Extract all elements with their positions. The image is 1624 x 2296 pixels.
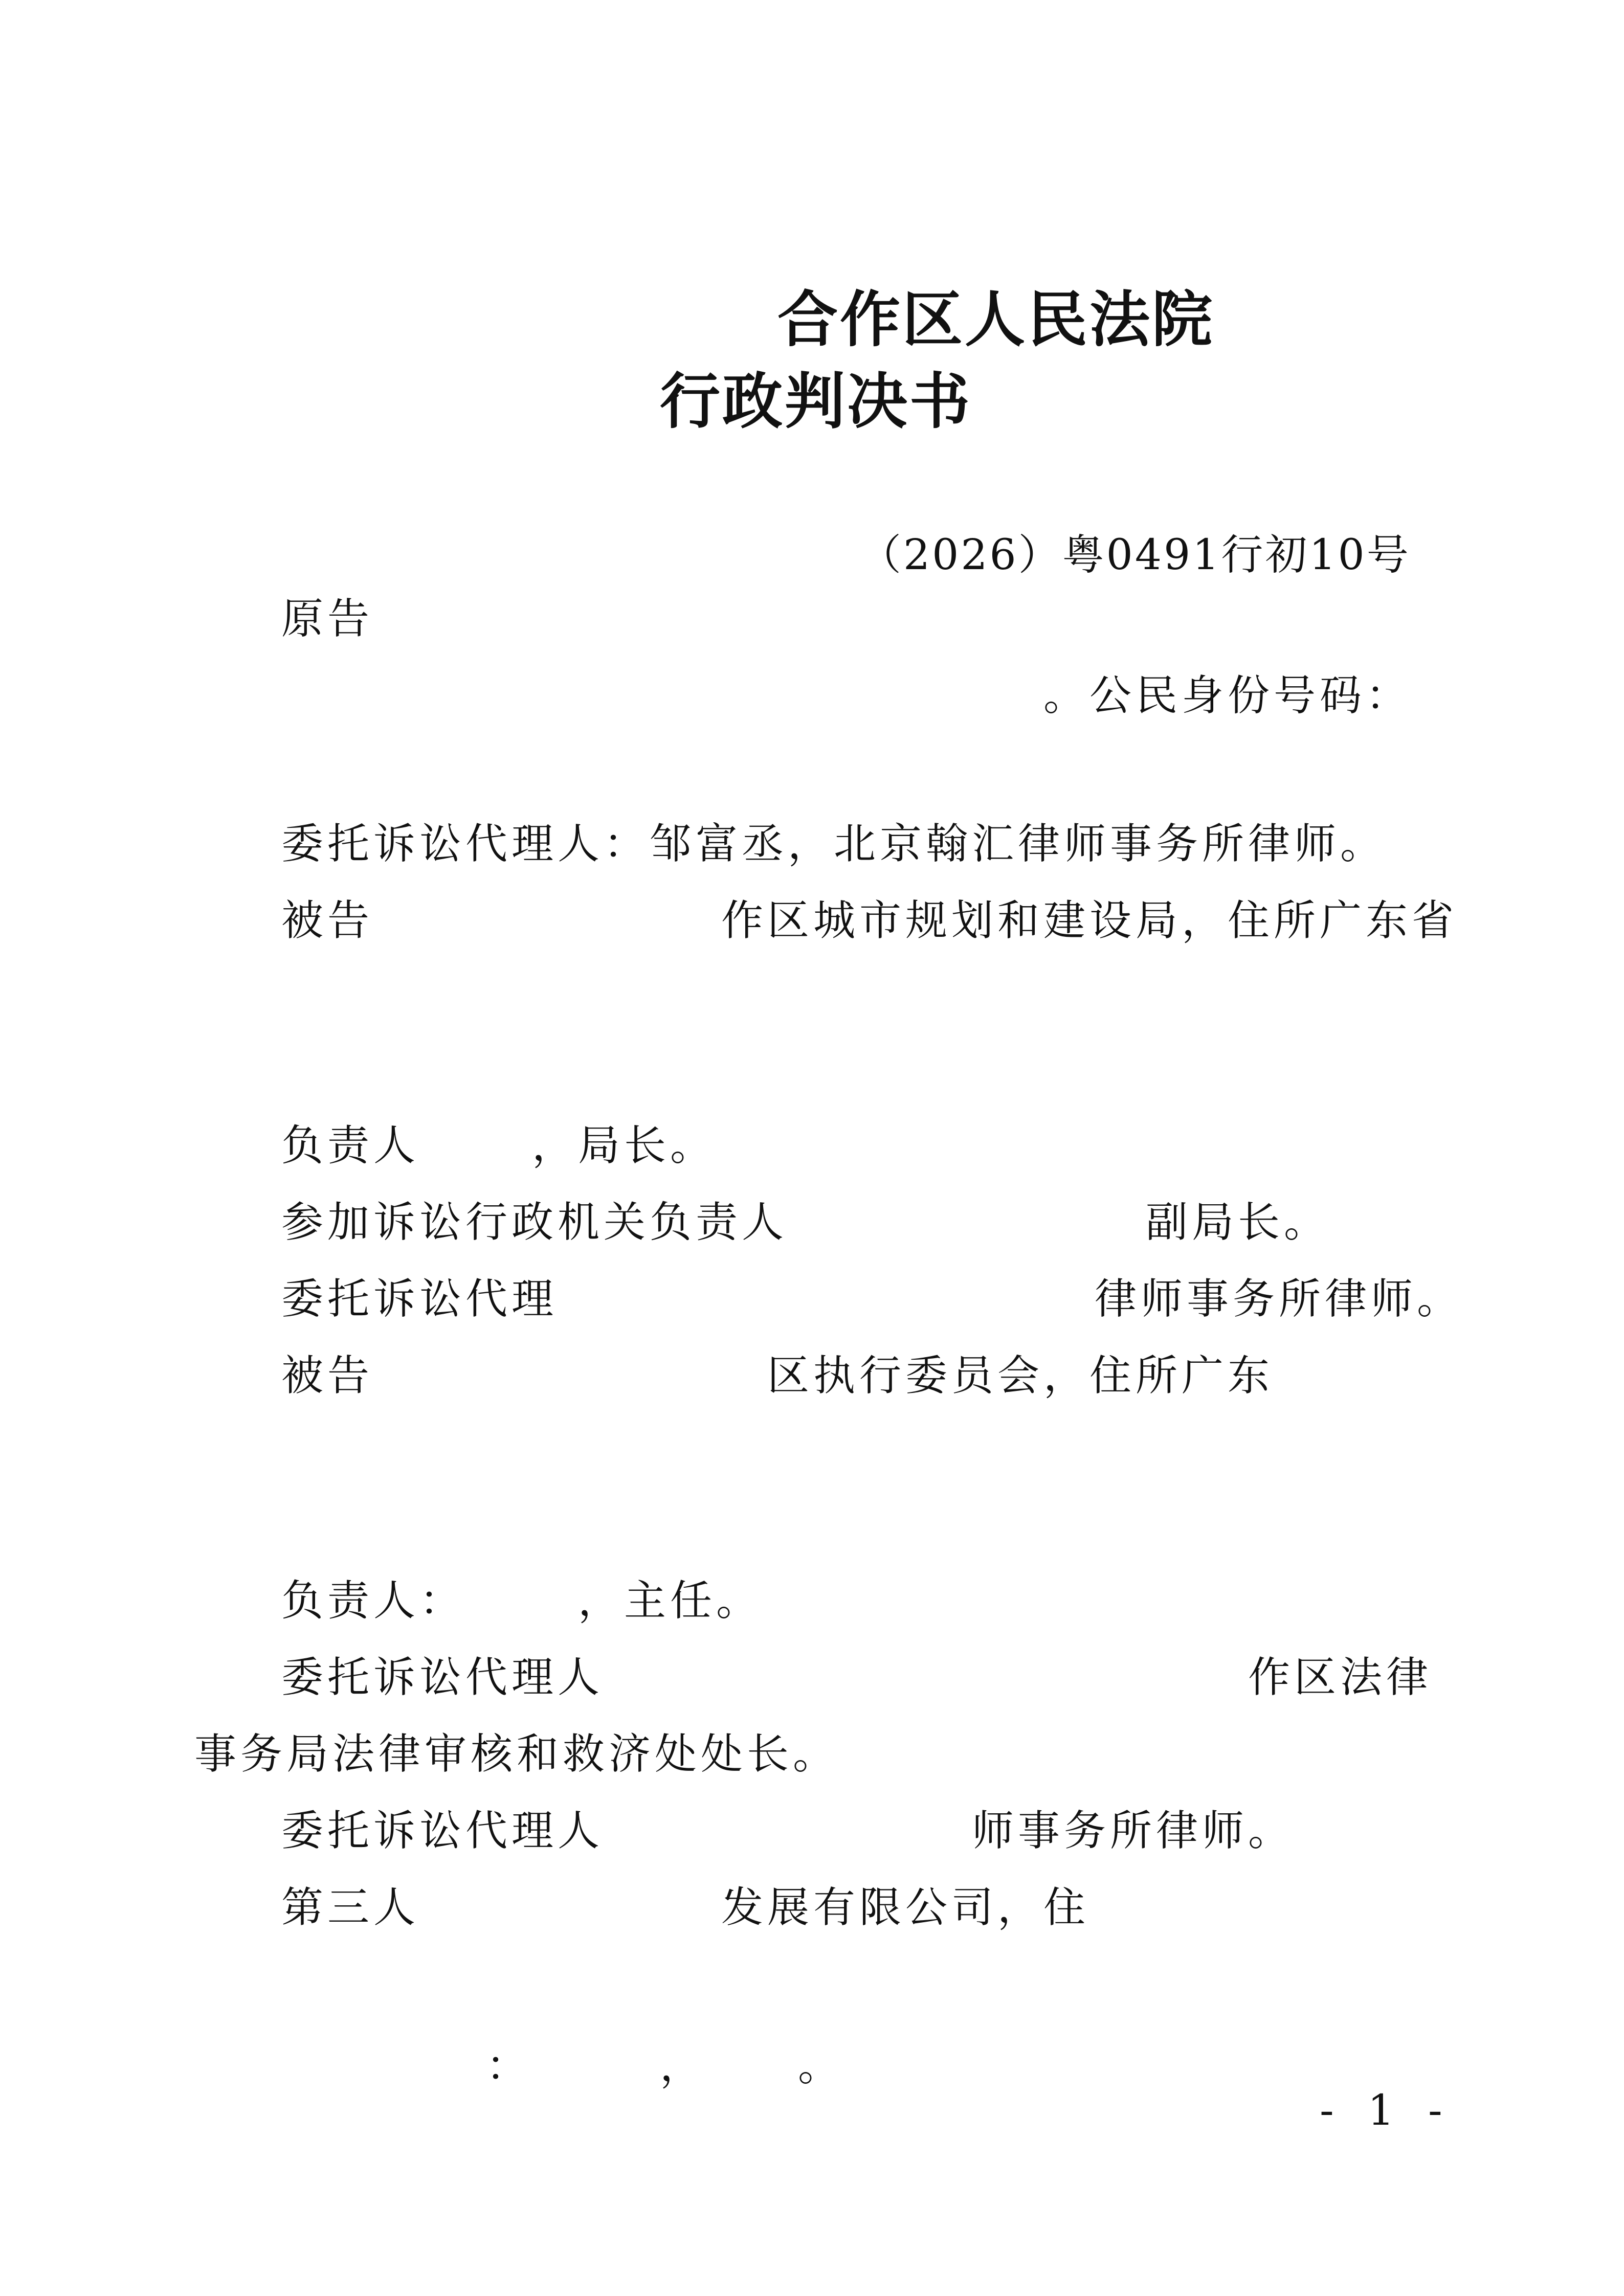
defendant-1-name-address: 作区城市规划和建设局，住所广东省	[721, 896, 1458, 945]
defendant-1-official-title: 副局长。	[1146, 1198, 1330, 1247]
defendant-2-agent-2-label: 委托诉讼代理人	[281, 1807, 604, 1855]
third-party-fragment: ：	[486, 2042, 532, 2090]
plaintiff-id-label: 。公民身份号码：	[1043, 671, 1412, 720]
defendant-1-official-label: 参加诉讼行政机关负责人	[281, 1198, 788, 1247]
defendant-1-agent-firm: 律师事务所律师。	[1095, 1275, 1463, 1323]
third-party-label: 第三人	[281, 1883, 420, 1932]
third-party-name-address: 发展有限公司，住	[721, 1883, 1090, 1932]
plaintiff-agent-line: 委托诉讼代理人：邹富丞，北京翰汇律师事务所律师。	[281, 820, 1387, 868]
page-number: - 1 -	[1320, 2086, 1453, 2135]
defendant-2-agent-2-firm: 师事务所律师。	[972, 1807, 1295, 1855]
case-number: （2026）粤0491行初10号	[859, 531, 1411, 579]
defendant-2-head-title: ，主任。	[578, 1577, 763, 1625]
third-party-fragment: 。	[798, 2042, 844, 2090]
defendant-2-head-label: 负责人：	[281, 1577, 466, 1625]
defendant-2-name-address: 区执行委员会，住所广东	[767, 1352, 1274, 1400]
defendant-2-agent-1-position: 事务局法律审核和救济处处长。	[194, 1730, 839, 1779]
defendant-2-label: 被告	[281, 1352, 374, 1400]
third-party-fragment: ，	[660, 2042, 706, 2090]
defendant-2-agent-1-label: 委托诉讼代理人	[281, 1653, 604, 1702]
defendant-1-head-label: 负责人	[281, 1121, 420, 1170]
defendant-1-agent-label: 委托诉讼代理	[281, 1275, 558, 1323]
defendant-1-head-title: ，局长。	[532, 1121, 717, 1170]
defendant-1-label: 被告	[281, 896, 374, 945]
plaintiff-label: 原告	[281, 595, 374, 643]
defendant-2-agent-1-org: 作区法律	[1248, 1653, 1433, 1702]
court-name: 合作区人民法院	[777, 284, 1215, 355]
document-type-title: 行政判决书	[660, 366, 972, 437]
